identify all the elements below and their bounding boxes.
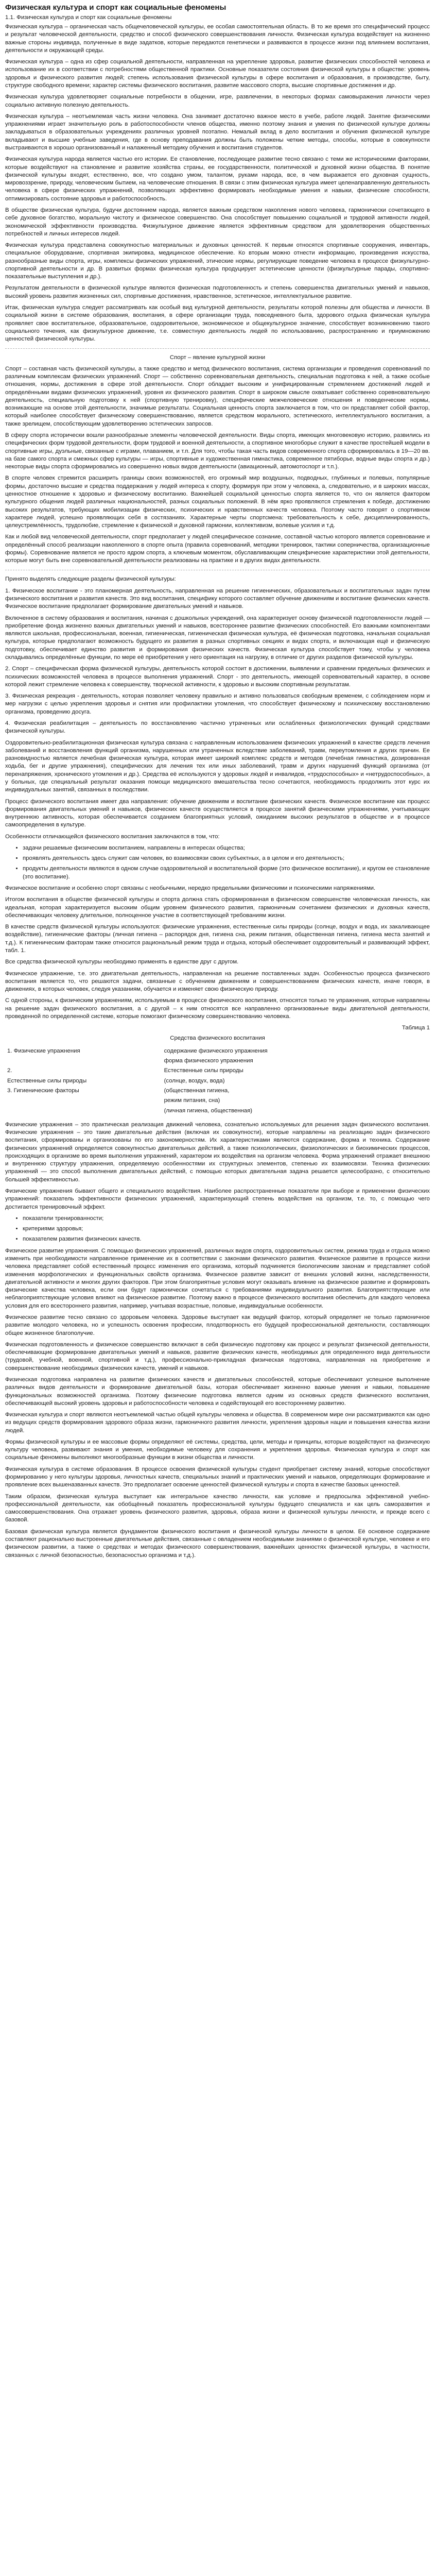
paragraph: В спорте человек стремится расширить границы своих возможностей, его огромный мир воздушных, подводных, глубинных и полевых, популярные формы, достаточно высшие и средства поддержания у людей интереса к спорту, формируя при этом у человека, а, следовательно, и в широких массах, ценностное отношение к здоровью и физическому воспитанию. Важнейшей социальной ценностью спорта является то, что он является фактором культурного общения людей различных национальностей, разных социальных положений. В нём ярко проявляются стремления к победе, достижению высоких результатов, требующих мобилизации физических, психических и нравственных качеств человека. Поэтому часто говорят о спортивном характере людей, успешно проявляющих себя в состязаниях. Характерные черты спортсмена: требовательность к себе, дисциплинированность, целеустремлённость, трудолюбие, стремление к физической и духовной гармонии, коллективизм, волевые усилия и т.д. (5, 475, 430, 529)
development-section (5, 1247, 430, 1560)
paragraph: 2. Спорт – специфическая форма физической культуры, деятельность которой состоит в достижении, выявлении и сравнении предельных физических и психических возможностей человека в процессе выполнения упражнений. Спорт - это деятельность, имеющей соревновательный характер, в основе которой лежит стремление человека к совершенству, творческой активности, к здоровью и высоким спортивным результатам. (5, 666, 430, 688)
table-cell: Естественные силы природы (7, 1077, 87, 1084)
table-row (5, 1076, 293, 1086)
table-row (5, 1046, 293, 1056)
paragraph: Физическая культура – неотъемлемая часть жизни человека. Она занимает достаточно важное место в учебе, работе людей. Занятие физическими упражнениями играет значительную роль в работоспособности членов общества, именно поэтому знания и умения по физической культуре должны закладываться в образовательных учреждениях различных уровней поэтапно. Немалый вклад в дело воспитания и обучения физической культуре вкладывают и высшие учебные заведения, где в основу преподавания должны быть положены четкие методы, способы, которые в совокупности выстраиваются в хорошо организованный и налаженный методику обучения и воспитания студентов. (5, 113, 430, 151)
intro-section (5, 23, 430, 343)
table-row (5, 1056, 293, 1066)
paragraph: Физическая культура – органическая часть общечеловеческой культуры, ее особая самостоятельная область. В то же время это специфический процесс и результат человеческой деятельности, средство и способ физического совершенствования личности. Физическая культура воздействует на жизненно важные стороны индивида, полученные в виде задатков, которые передаются генетически и развиваются в процессе жизни под влиянием воспитания, деятельности и окружающей среды. (5, 24, 430, 54)
list-item: • показателем развития физических качеств. (23, 1235, 430, 1243)
paragraph: Результатом деятельности в физической культуре являются физическая подготовленность и степень совершенства двигательных умений и навыков, высокий уровень развития жизненных сил, спортивные достижения, нравственное, эстетическое, интеллектуальное развитие. (5, 285, 430, 299)
table-row (5, 1086, 293, 1096)
table-cell: (общественная гигиена, (164, 1087, 230, 1094)
paragraph: Включенное в систему образования и воспитания, начиная с дошкольных учреждений, она характеризует основу физической подготовленности людей — приобретение фонда жизненно важных двигательных умений и навыков, всестороннее развитие физических способностей. Его важными компонентами являются школьная, профессиональная, военная, гигиеническая, гигиеническая физическая культура, её физическая подготовка, начальная социальная культура, которые предполагают возможность будущего их развития в разных спортивных секциях и видах спорта, и включающая ещё и физическую подготовку, обеспечивает единство развития и формирования физических качеств. Физическая культура способствует тому, чтобы у человека складывались определённые функции, по мере её приобретения у него ориентация на нагрузку, в отличие от других разделов физической культуры. (5, 615, 430, 660)
paragraph: Итогом воспитания в обществе физической культуры и спорта должна стать сформированная в физическом совершенстве человеческая личность, как идеальная, которая характеризуется высоким общим уровнем физического развития, гармоничным сочетанием физических и духовных качеств, обеспечивающих человеку длительное, полноценное участие в соответствующей требованиям жизни. (5, 896, 430, 919)
paragraph: Физическое развитие упражнения. С помощью физических упражнений, различных видов спорта, оздоровительных систем, режима труда и отдыха можно изменить при необходимости направленное применение их в соответствии с законами физического развития. Физическое развитие в процессе жизни человека представляет собой естественный процесс изменения его организма, который подчиняется биологическим законам и представляет собой изменения морфологических и функциональных свойств организма. Физическое развитие зависит от внешних условий жизни, наследственности, двигательной активности и многих других факторов. При этом благоприятные условия могут оказывать влияние на физическое развитие и формировать физические качества человека, если они будут гармонически сочетаться с требованиями индивидуального развития. Благоприятствующие или неблагоприятствующие условия влияют на физическое развитие. Поэтому важно в процессе физического воспитания обеспечить для каждого человека условия для его всестороннего развития, например, учитывая возрастные, половые, индивидуальные особенности. (5, 1247, 430, 1309)
table-cell: (личная гигиена, общественная) (164, 1107, 253, 1114)
paragraph: 1. Физическое воспитание - это планомерная деятельность, направленная на решение гигиенических, образовательных и воспитательных задач путем физического воспитания и развития качеств. Это вид воспитания, специфику которого составляет обучение движениям и воспитание физических качеств. Физическое воспитание предполагает формирование двигательных умений и навыков. (5, 587, 430, 610)
bullet-list (5, 1215, 430, 1244)
paragraph: С одной стороны, к физическим упражнениям, используемым в процессе физического воспитания, относятся только те упражнения, которые направлены на решение задач физического воспитания, а с другой – к ним относятся все направленно организованные виды двигательной деятельности, проведенной по определенной системе, которые помогают физическому совершенствованию человека. (5, 997, 430, 1020)
paragraph: Таким образом, физическая культура выступает как интегральное качество личности, как условие и предпосылка эффективной учебно-профессиональной деятельности, как обобщённый показатель профессиональной культуры будущего специалиста и как цель саморазвития и самосовершенствования. Она отражает уровень физического развития, здоровья, образа жизни и физической культуры личности, и прежде всего с базовой. (5, 1493, 430, 1523)
means-table (5, 1046, 293, 1116)
table-cell: 3. Гигиенические факторы (7, 1087, 79, 1094)
table-cell (5, 1096, 162, 1106)
paragraph: Физическая культура в системе образования. В процессе освоения физической культуры студент приобретает систему знаний, которые способствуют формированию у него культуры здоровья, личностных качеств, специальных знаний и практических умений и навыков, определяющих формирование и проявление всех вышеназванных качеств. Это предполагает освоение ценностей физической культуры и спорта в качестве базовых ценностей. (5, 1466, 430, 1488)
paragraph: Как и любой вид человеческой деятельности, спорт предполагает у людей специфическое сознание, составной частью которого является соревнование и определённый способ реализации накопленного в спорте опыта (правила соревнований, методики тренировок, тактики соперничества, организационные формы). Соревнование является не просто ядром спорта, а ключевым моментом, обуславливающим специфические характеристики этой деятельности, которые могут быть вне соревновательной деятельности реализованы на практике и в других видах деятельности. (5, 534, 430, 564)
sport-section (5, 354, 430, 565)
paragraph: Формы физической культуры и ее массовые формы определяют её системы, средства, цели, методы и принципы, которые воздействуют на физическую культуру человека, развивают знания и умения, необходимые человеку для сохранения и укрепления здоровья. Физическая культура и спорт как социальные феномены выполняют многообразные функции в жизни общества и личности. (5, 1438, 430, 1461)
bullet-list (5, 844, 430, 881)
table-cell (5, 1106, 162, 1116)
paragraph: Физическая культура – одна из сфер социальной деятельности, направленная на укрепление здоровья, развитие физических способностей человека и использование их в соответствии с потребностями общественной практики. Основные показатели состояния физической культуры в обществе: уровень здоровья и физического развития людей; степень использования физической культуры в сфере воспитания и образования, в производстве, быту, структуре свободного времени; характер системы физического воспитания, развитие массового спорта, высшие спортивные достижения и др. (5, 59, 430, 89)
table-cell: 1. Физические упражнения (7, 1047, 80, 1054)
page-title: Физическая культура и спорт как социальные феномены (5, 3, 226, 12)
list-item: • задачи решаемые физическим воспитанием, направлены в интересах общества; (23, 844, 430, 852)
paragraph: Физическая культура представлена совокупностью материальных и духовных ценностей. К первым относятся спортивные сооружения, инвентарь, специальное оборудование, спортивная экипировка, медицинское обеспечение. Ко вторым можно отнести информацию, произведения искусства, разнообразные виды спорта, игры, комплексы физических упражнений, этические нормы, регулирующие поведение человека в процессе физкультурно-спортивной деятельности и др. В развитых формах физическая культура продуцирует эстетические ценности (физкультурные парады, спортивно-показательные выступления и др.). (5, 242, 430, 280)
table-cell: 2. (7, 1067, 12, 1074)
table-cell: режим питания, сна) (164, 1097, 220, 1104)
paragraph: В обществе физическая культура, будучи достоянием народа, является важным средством накопления нового человека, гармонически сочетающего в себе духовное богатство, моральную чистоту и физическое совершенство. Она способствует повышению социальной и трудовой активности людей, экономической эффективности производства. Физкультурное движение является эффективным средством для удовлетворения общественных потребностей и личных интересов людей. (5, 207, 430, 237)
paragraph: Спорт – составная часть физической культуры, а также средство и метод физического воспитания, система организации и проведения соревнований по различным комплексам физических упражнений. Спорт — собственно соревновательная деятельность, специальная подготовка к ней, а также особые отношения, нормы, достижения в сфере этой деятельности. Спорт обладает высоким и унифицированным стремлением достижений людей и определёнными видами физических упражнений, уровня их физического развития. Спорт в широком смысле охватывает собственно соревновательную деятельность, специальную подготовку к ней (спортивную тренировку), специфические межчеловеческие отношения и поведенческие нормы, возникающие на основе этой деятельности, значимые результаты. Социальная ценность спорта заключается в том, что он представляет собой фактор, который наиболее способствует физическому совершенствованию, является средством морального, эстетического, интеллектуального воспитания, а также зрелищем, способствующим удовлетворению эстетических запросов. (5, 365, 430, 427)
paragraph: В качестве средств физической культуры используются: физические упражнения, естественные силы природы (солнце, воздух и вода, их закаливающее воздействие), гигиенические факторы (личная гигиена – распорядок дня, гигиена сна, режим питания, общественная гигиена, гигиена места занятий и т.д.). К гигиеническим факторам также относится рациональный режим труда и отдыха, который обеспечивает оздоровительный и развивающий эффект, табл. 1. (5, 924, 430, 954)
table-row (5, 1066, 293, 1076)
paragraph: Физическое упражнение, т.е. это двигательная деятельность, направленная на решение поставленных задач. Особенностью процесса физического воспитания является то, что решаются задачи, связанные с обучением движениям и совершенствованием физических качеств, иначе говоря, в движениях, в которых человек, следуя указаниям, обучается и изменяет свою физическую природу. (5, 970, 430, 993)
paragraph: 4. Физическая реабилитация – деятельность по восстановлению частично утраченных или ослабленных физиологических функций средствами физической культуры. (5, 720, 430, 735)
table-title: Средства физического воспитания (170, 1035, 265, 1041)
table-caption: Таблица 1 (402, 1025, 430, 1031)
paragraph: Физическое развитие тесно связано со здоровьем человека. Здоровье выступает как ведущий фактор, который определяет не только гармоничное развитие молодого человека, но и успешность освоения профессии, плодотворность его будущей профессиональной деятельности, составляющих общее жизненное благополучие. (5, 1314, 430, 1336)
paragraph: Оздоровительно-реабилитационная физическая культура связана с направленным использованием физических упражнений в качестве средств лечения заболеваний и восстановления функций организма, нарушенных или утраченных вследствие заболеваний, травм, переутомления и других причин. Ее разновидностью является лечебная физическая культура, которая имеет широкий комплекс средств и методов (лечебная гимнастика, дозированная ходьба, бег и другие упражнения), специфических для лечения тех или иных заболеваний, травм и других нарушений функций организма (от перенапряжения, хронического утомления и др.). Средства её используются у здоровых людей и инвалидов, «трудоспособных» и «нетрудоспособных», а у больных, где специальный результат оказания помощи медицинского вмешательства тесно сочетаются, необходимость продолжить этот курс их индивидуальных занятий, связанных в последствии. (5, 739, 430, 793)
table-row (5, 1096, 293, 1106)
list-item: • критериями здоровья; (23, 1225, 430, 1233)
paragraph: В сферу спорта исторически вошли разнообразные элементы человеческой деятельности. Виды спорта, имеющих многовековую историю, развились из специфических форм трудовой деятельности, форм трудовой и военной деятельности, а спортивное многоборье служит в качестве простейшей модели в спортивные игры, дуэльные, связанные с играми, плаванием, и т.п. Для того, чтобы такая часть видов современного спорта сформировалась в 19—20 вв. на базе самого спорта и смежных сфер культуры — игры, спортивные и художественная гимнастика, современное пятиборье, водные виды спорта и др.) некоторые виды спорта сформировались из совершенно новых видов деятельности (авиационный, автомотоспорт и т.п.). (5, 432, 430, 470)
table-cell: содержание физического упражнения (164, 1047, 268, 1054)
list-item: • проявлять деятельность здесь служит сам человек, во взаимосвязи своих субъектных, а в целом и его деятельность; (23, 855, 430, 862)
paragraph: Итак, физическая культура следует рассматривать как особый вид культурной деятельности, результаты которой полезны для общества и личности. В социальной жизни в системе образования, воспитания, в сфере организации труда, повседневного быта, здорового отдыха физическая культура проявляет свое воспитательное, образовательное, оздоровительное, экономическое и общекультурное значение, способствует возникновению такого социального течения, как физкультурное движение, т.е. совместную деятельность людей по использованию, распространению и приумножению ценностей физической культуры. (5, 304, 430, 343)
paragraph: Все средства физической культуры необходимо применять в единстве друг с другом. (5, 959, 239, 965)
paragraph: Процесс физического воспитания имеет два направления: обучение движениям и воспитание физических качеств. Физическое воспитание как процесс формирования двигательных умений и навыков, физических качеств осуществляется в процессе занятий физическими упражнениями, учитывающих внутреннюю активность, которая обеспечивается созданием благоприятных условий, ожиданием высоких результатов в обществе и в процессе самоопределения в культуре. (5, 798, 430, 828)
table-cell: (солнце, воздух, вода) (164, 1077, 225, 1084)
paragraph: Физическая культура удовлетворяет социальные потребности в общении, игре, развлечении, в некоторых формах самовыражения личности через социально активную полезную деятельность. (5, 94, 430, 108)
paragraph: Особенности отличающейся физического воспитания заключаются в том, что: (5, 833, 220, 840)
sections-of-culture (5, 575, 430, 1021)
paragraph: Физическая подготовленность и физическое совершенство включают в себя физическую подготовку как процесс и результат физической деятельности, обеспечивающие формирование двигательных умений и навыков, развитие физических качеств, необходимых для определенного вида деятельности (трудовой, учебной, военной, спортивной и т.д.), профессионально-прикладная физическая подготовка, направленная на приобретение и совершенствование необходимых физических качеств, умений и навыков. (5, 1341, 430, 1371)
section-subtitle: 1.1. Физическая культура и спорт как социальные феномены (5, 14, 172, 21)
paragraph: 3. Физическая рекреация - деятельность, которая позволяет человеку правильно и активно пользоваться свободным временем, с соблюдением норм и мер нагрузки с целью укрепления здоровья и снятия или профилактики утомления, что способствует физическому и психическому восстановлению организма, проведению досуга. (5, 693, 430, 715)
list-item: • продукты деятельности являются в одном случае оздоровительной и воспитательной форме (это физическое воспитание), и кругом ее становление (это воспитание). (23, 865, 430, 881)
table-cell (5, 1056, 162, 1066)
paragraph: Физическая культура народа является частью его истории. Ее становление, последующее развитие тесно связано с теми же историческими факторами, которые воздействуют на становление и развитие хозяйства страны, ее государственности, политической и духовной жизни общества. В понятие физической культуры входят, естественно, все, что создано умом, талантом, руками народа, все, в чем выражается его духовная сущность, мировоззрение, природу, человеческим бытием, на человеческие отношения. В связи с этим физическая культура имеет целенаправленную деятельность человека в сфере физических упражнений, позволяющих эффективно формировать необходимые умения и навыки, физические способности, оптимизировать состояние здоровья и работоспособность. (5, 156, 430, 202)
paragraph: Физическая подготовка направлена на развитие физических качеств и двигательных способностей, которые обеспечивают успешное выполнение различных видов деятельности и формирование двигательной базы, которая обеспечивает жизненно важные умения и навыки, повышение функциональных возможностей организма. Поэтому физические подготовка является одним из основных средств физического воспитания, обеспечивающей высокий уровень здоровья и работоспособности человека и содействующей его всестороннему развитию. (5, 1376, 430, 1406)
section-divider (5, 348, 430, 349)
list-item: • показатели тренированности; (23, 1215, 430, 1223)
table-cell: Естественные силы природы (164, 1067, 243, 1074)
paragraph: Базовая физическая культура является фундаментом физического воспитания и физической культуры личности в целом. Её основное содержание составляют рационально выстроенные двигательные действия, связанные с овладением необходимыми знаниями о физической культуре, человеке и его физическом развитии, а также о средствах и методах физического совершенствования, важнейших ценностях физической культуры, в частности, связанных с личной безопасностью, безопасностью организма и т.д.). (5, 1528, 430, 1558)
table-row (5, 1106, 293, 1116)
section-heading: Спорт – явление культурной жизни (169, 354, 266, 361)
paragraph: Физическая культура и спорт являются неотъемлемой частью общей культуры человека и общества. В современном мире они рассматриваются как одно из ведущих средств формирования здорового образа жизни, гармоничного развития личности, укрепления здоровья нации и повышения качества жизни людей. (5, 1412, 430, 1434)
paragraph: Физические упражнения – это практическая реализация движений человека, сознательно используемых для решения задач физического воспитания. Физические упражнения – это такие двигательные действия (включая их совокупности), которые направлены на реализацию задач физического воспитания, сформированы и организованы по его закономерностям. Их характеристиками являются содержание, форма и техника. Содержание физических упражнений определяется совокупностью двигательных действий, а также психологических, физиологических и биохимических процессов, происходящих в организме во время выполнения упражнений, характером их воздействия на организм человека. Форма упражнений отражает внешнюю и внутреннюю структуру упражнения, определяемую особенностями их структурных элементов, степенью их взаимосвязи. Техника физических упражнений — это способ выполнения двигательных действий, с помощью которых двигательная задача решается целесообразно, с относительно большей эффективностью. (5, 1121, 430, 1183)
paragraph: Принято выделять следующие разделы физической культуры: (5, 576, 176, 583)
paragraph: Физическое воспитание и особенно спорт связаны с необычными, нередко предельными физическими и психическими напряжениями. (5, 885, 376, 892)
paragraph: Физические упражнения бывают общего и специального воздействия. Наиболее распространенные показатели при выборе и применении физических упражнений: показатель эффективности физических упражнений, характеризующий степень воздействия на организм, т.е. то, с помощью чего достигается тренировочный эффект. (5, 1188, 430, 1210)
table-cell: форма физического упражнения (164, 1058, 253, 1064)
exercises-section (5, 1121, 430, 1244)
means-table-block (5, 1024, 430, 1116)
